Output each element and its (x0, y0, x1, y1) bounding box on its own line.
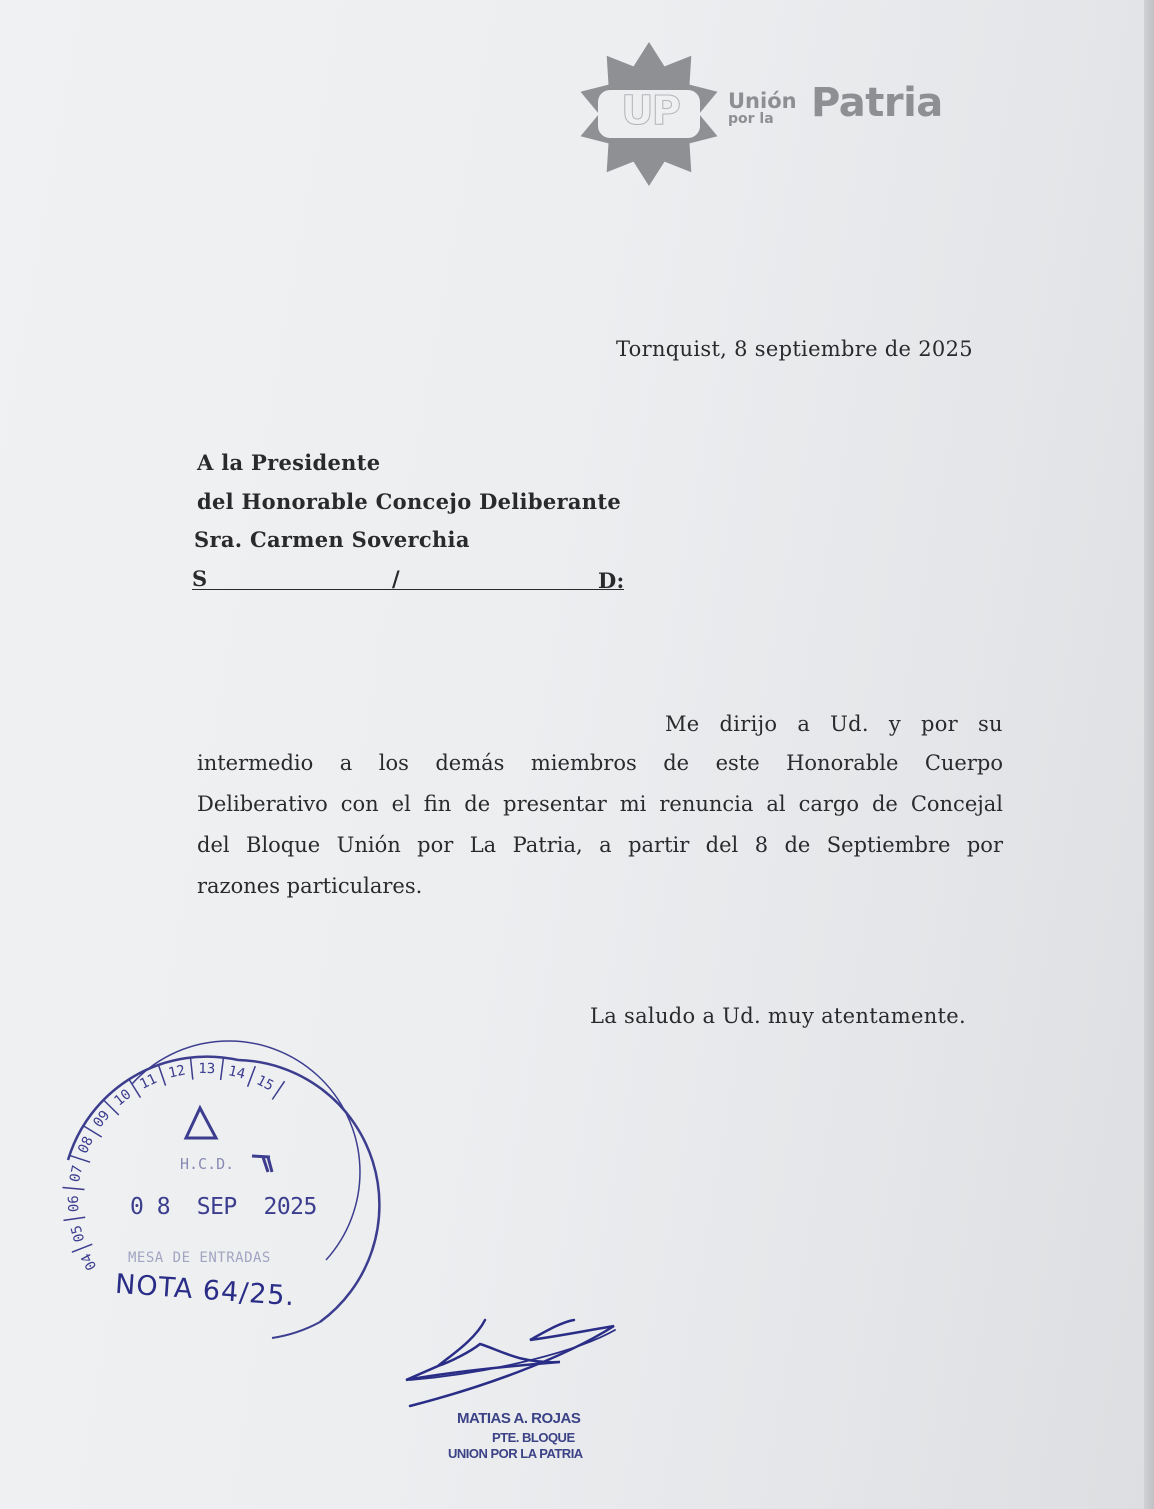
stamp-registry: MESA DE ENTRADAS (128, 1250, 271, 1266)
brand-main: Patria (811, 80, 943, 126)
stamp-dial-number: 15 (253, 1072, 277, 1095)
stamp-dial-number: 07 (67, 1163, 87, 1184)
recipient-line-2: del Honorable Concejo Deliberante (197, 489, 621, 514)
stamp-institution: H.C.D. (180, 1155, 235, 1173)
handwritten-note: NOTA 64/25. (114, 1268, 297, 1313)
brand-line-2: por la (728, 111, 774, 127)
date-line: Tornquist, 8 septiembre de 2025 (616, 337, 973, 361)
recipient-line-1: A la Presidente (197, 450, 381, 475)
signatory-name: MATIAS A. ROJAS (457, 1410, 581, 1427)
stamp-dial-number: 06 (65, 1195, 83, 1213)
signatory-bloc: UNION POR LA PATRIA (448, 1446, 583, 1461)
body-line-3: Deliberativo con el fin de presentar mi renuncia al cargo de Concejal (197, 792, 1003, 816)
stamp-dial-number: 12 (166, 1062, 187, 1082)
body-line-4: del Bloque Unión por La Patria, a partir del 8 de Septiembre por (197, 833, 1003, 857)
stamp-date: 0 8 SEP 2025 (130, 1194, 317, 1220)
stamp-dial-number: 05 (68, 1223, 89, 1244)
stamp-dial-number: 08 (75, 1134, 97, 1157)
stamp-dial-number: 09 (90, 1107, 114, 1131)
logo-mark: UP (621, 88, 679, 134)
brand-line-1: Unión (728, 89, 797, 113)
closing-line: La saludo a Ud. muy atentamente. (590, 1004, 966, 1028)
sd-right: D: (598, 568, 625, 593)
body-line-1: Me dirijo a Ud. y por su (665, 712, 1003, 736)
stamp-dial-number: 13 (198, 1060, 216, 1078)
body-line-5: razones particulares. (197, 874, 423, 898)
sd-left: S (192, 566, 208, 591)
stamp-dial-number: 14 (226, 1063, 247, 1083)
stamp-dial-number: 10 (111, 1086, 135, 1110)
body-line-2: intermedio a los demás miembros de este Honorable Cuerpo (197, 751, 1003, 775)
sd-slash: / (392, 566, 400, 591)
recipient-line-3: Sra. Carmen Soverchia (194, 527, 470, 552)
stamp-dial-number: 04 (78, 1250, 101, 1273)
signatory-title: PTE. BLOQUE (492, 1430, 575, 1445)
stamp-dial-number: 11 (137, 1071, 160, 1093)
